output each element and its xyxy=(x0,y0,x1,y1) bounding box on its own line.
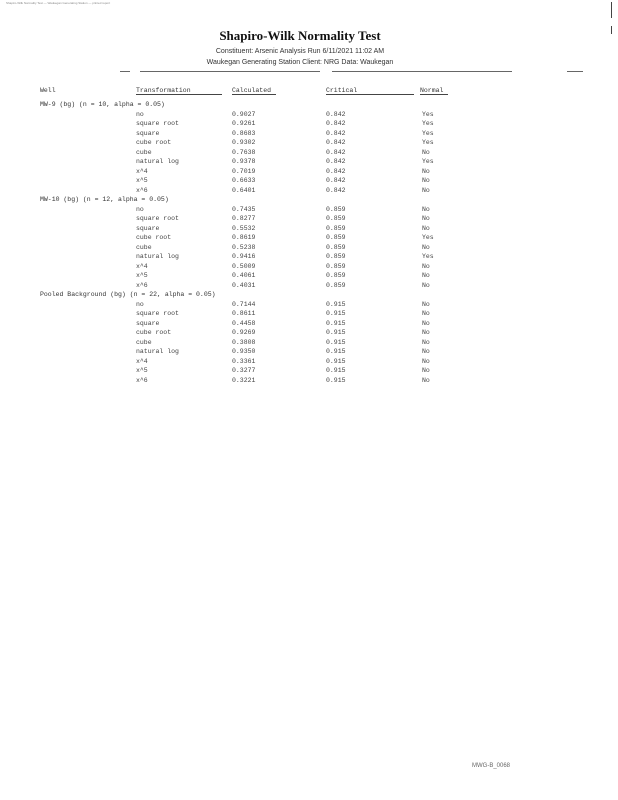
transformation-cell: no xyxy=(136,300,144,308)
calculated-cell: 0.9027 xyxy=(232,110,256,118)
normal-cell: No xyxy=(422,319,430,327)
critical-cell: 0.915 xyxy=(326,338,346,346)
header-rule xyxy=(332,71,512,72)
critical-cell: 0.859 xyxy=(326,253,346,260)
table-row xyxy=(0,158,618,167)
calculated-cell: 0.7435 xyxy=(232,205,256,213)
calculated-cell: 0.6633 xyxy=(232,177,256,184)
calculated-cell: 0.9269 xyxy=(232,329,256,336)
table-row xyxy=(0,168,618,177)
transformation-cell: cube root xyxy=(136,234,172,241)
calculated-cell: 0.9261 xyxy=(232,120,256,127)
col-normal: Normal xyxy=(420,87,448,95)
calculated-cell: 0.9378 xyxy=(232,158,256,165)
transformation-cell: cube xyxy=(136,338,152,346)
critical-cell: 0.859 xyxy=(326,243,346,251)
header-rule xyxy=(120,71,130,72)
transformation-cell: square xyxy=(136,319,160,327)
normal-cell: No xyxy=(422,215,430,222)
table-row xyxy=(0,358,618,367)
group-label: Pooled Background (bg) (n = 22, alpha = 0.05) xyxy=(40,291,216,298)
transformation-cell: x^6 xyxy=(136,376,148,384)
calculated-cell: 0.4031 xyxy=(232,281,256,289)
critical-cell: 0.859 xyxy=(326,234,346,241)
table-row xyxy=(0,348,618,357)
table-row xyxy=(0,130,618,139)
critical-cell: 0.859 xyxy=(326,224,346,232)
page-title: Shapiro-Wilk Normality Test xyxy=(219,28,381,43)
transformation-cell: square root xyxy=(136,215,179,222)
transformation-cell: square root xyxy=(136,120,179,127)
normal-cell: No xyxy=(422,367,430,374)
critical-cell: 0.915 xyxy=(326,300,346,308)
page-id: MWG-B_0068 xyxy=(472,763,511,769)
normal-cell: No xyxy=(422,281,430,289)
critical-cell: 0.842 xyxy=(326,148,346,156)
table-row xyxy=(0,367,618,376)
col-transformation: Transformation xyxy=(136,87,222,95)
normal-cell: No xyxy=(422,205,430,213)
right-margin-mark xyxy=(611,26,613,34)
transformation-cell: natural log xyxy=(136,348,179,355)
normal-cell: No xyxy=(422,348,430,355)
table-row xyxy=(0,310,618,319)
calculated-cell: 0.9350 xyxy=(232,348,256,355)
transformation-cell: cube xyxy=(136,148,152,156)
calculated-cell: 0.7019 xyxy=(232,167,256,175)
table-row xyxy=(0,225,618,234)
table-row xyxy=(0,244,618,253)
table-row xyxy=(0,234,618,243)
table-row xyxy=(0,139,618,148)
transformation-cell: no xyxy=(136,110,144,118)
critical-cell: 0.842 xyxy=(326,120,346,127)
normal-cell: No xyxy=(422,262,430,270)
table-row xyxy=(0,177,618,186)
calculated-cell: 0.7638 xyxy=(232,148,256,156)
transformation-cell: natural log xyxy=(136,158,179,165)
table-row xyxy=(0,206,618,215)
calculated-cell: 0.5532 xyxy=(232,224,256,232)
table-row xyxy=(0,377,618,386)
normal-cell: Yes xyxy=(422,120,434,127)
normal-cell: No xyxy=(422,224,430,232)
header-tiny-text: Shapiro-Wilk Normality Test — Waukegan Generating Station — printed report xyxy=(6,1,111,5)
calculated-cell: 0.3361 xyxy=(232,357,256,365)
critical-cell: 0.842 xyxy=(326,129,346,137)
header-rule xyxy=(567,71,583,72)
header-rule xyxy=(140,71,320,72)
critical-cell: 0.859 xyxy=(326,262,346,270)
table-row xyxy=(0,120,618,129)
critical-cell: 0.842 xyxy=(326,139,346,146)
calculated-cell: 0.8619 xyxy=(232,234,256,241)
normal-cell: Yes xyxy=(422,158,434,165)
table-row xyxy=(0,301,618,310)
critical-cell: 0.842 xyxy=(326,177,346,184)
table-row xyxy=(0,329,618,338)
calculated-cell: 0.8611 xyxy=(232,310,256,317)
critical-cell: 0.842 xyxy=(326,167,346,175)
transformation-cell: x^6 xyxy=(136,281,148,289)
table-row xyxy=(0,282,618,291)
normal-cell: No xyxy=(422,148,430,156)
critical-cell: 0.859 xyxy=(326,281,346,289)
transformation-cell: natural log xyxy=(136,253,179,260)
transformation-cell: square root xyxy=(136,310,179,317)
table-row xyxy=(0,320,618,329)
calculated-cell: 0.9302 xyxy=(232,139,256,146)
transformation-cell: cube xyxy=(136,243,152,251)
critical-cell: 0.915 xyxy=(326,376,346,384)
critical-cell: 0.842 xyxy=(326,110,346,118)
col-calculated: Calculated xyxy=(232,87,276,95)
critical-cell: 0.842 xyxy=(326,158,346,165)
critical-cell: 0.915 xyxy=(326,319,346,327)
normal-cell: No xyxy=(422,338,430,346)
critical-cell: 0.915 xyxy=(326,310,346,317)
transformation-cell: x^4 xyxy=(136,262,148,270)
normal-cell: Yes xyxy=(422,253,434,260)
table-row xyxy=(0,215,618,224)
calculated-cell: 0.9416 xyxy=(232,253,256,260)
col-well: Well xyxy=(40,87,56,94)
calculated-cell: 0.7144 xyxy=(232,300,256,308)
group-label: MW-10 (bg) (n = 12, alpha = 0.05) xyxy=(40,196,169,203)
transformation-cell: cube root xyxy=(136,139,172,146)
col-critical: Critical xyxy=(326,87,414,95)
normal-cell: No xyxy=(422,272,430,279)
table-row xyxy=(0,339,618,348)
transformation-cell: x^6 xyxy=(136,186,148,194)
table-row xyxy=(0,253,618,262)
normal-cell: No xyxy=(422,186,430,194)
normal-cell: No xyxy=(422,300,430,308)
critical-cell: 0.915 xyxy=(326,348,346,355)
normal-cell: No xyxy=(422,177,430,184)
normal-cell: Yes xyxy=(422,234,434,241)
transformation-cell: x^5 xyxy=(136,272,148,279)
calculated-cell: 0.3221 xyxy=(232,376,256,384)
critical-cell: 0.915 xyxy=(326,329,346,336)
normal-cell: No xyxy=(422,243,430,251)
table-row xyxy=(0,149,618,158)
transformation-cell: square xyxy=(136,224,160,232)
table-row xyxy=(0,263,618,272)
normal-cell: Yes xyxy=(422,139,434,146)
normal-cell: No xyxy=(422,329,430,336)
subtitle-line-1: Constituent: Arsenic Analysis Run 6/11/2021 11:02 AM xyxy=(215,48,385,55)
transformation-cell: x^4 xyxy=(136,357,148,365)
calculated-cell: 0.8277 xyxy=(232,215,256,222)
table-row xyxy=(0,111,618,120)
calculated-cell: 0.5238 xyxy=(232,243,256,251)
transformation-cell: x^5 xyxy=(136,177,148,184)
transformation-cell: x^5 xyxy=(136,367,148,374)
transformation-cell: cube root xyxy=(136,329,172,336)
calculated-cell: 0.8683 xyxy=(232,129,256,137)
calculated-cell: 0.5009 xyxy=(232,262,256,270)
calculated-cell: 0.3277 xyxy=(232,367,256,374)
critical-cell: 0.859 xyxy=(326,205,346,213)
normal-cell: No xyxy=(422,167,430,175)
table-row xyxy=(0,187,618,196)
critical-cell: 0.859 xyxy=(326,272,346,279)
normal-cell: No xyxy=(422,357,430,365)
normal-cell: No xyxy=(422,376,430,384)
normal-cell: Yes xyxy=(422,129,434,137)
critical-cell: 0.915 xyxy=(326,367,346,374)
calculated-cell: 0.6401 xyxy=(232,186,256,194)
normal-cell: Yes xyxy=(422,110,434,118)
transformation-cell: no xyxy=(136,205,144,213)
normal-cell: No xyxy=(422,310,430,317)
right-margin-mark xyxy=(611,2,613,18)
calculated-cell: 0.3808 xyxy=(232,338,256,346)
critical-cell: 0.842 xyxy=(326,186,346,194)
subtitle-line-2: Waukegan Generating Station Client: NRG Data: Waukegan xyxy=(206,59,394,66)
critical-cell: 0.859 xyxy=(326,215,346,222)
critical-cell: 0.915 xyxy=(326,357,346,365)
transformation-cell: square xyxy=(136,129,160,137)
transformation-cell: x^4 xyxy=(136,167,148,175)
table-row xyxy=(0,272,618,281)
calculated-cell: 0.4061 xyxy=(232,272,256,279)
group-label: MW-9 (bg) (n = 10, alpha = 0.05) xyxy=(40,101,165,108)
calculated-cell: 0.4458 xyxy=(232,319,256,327)
